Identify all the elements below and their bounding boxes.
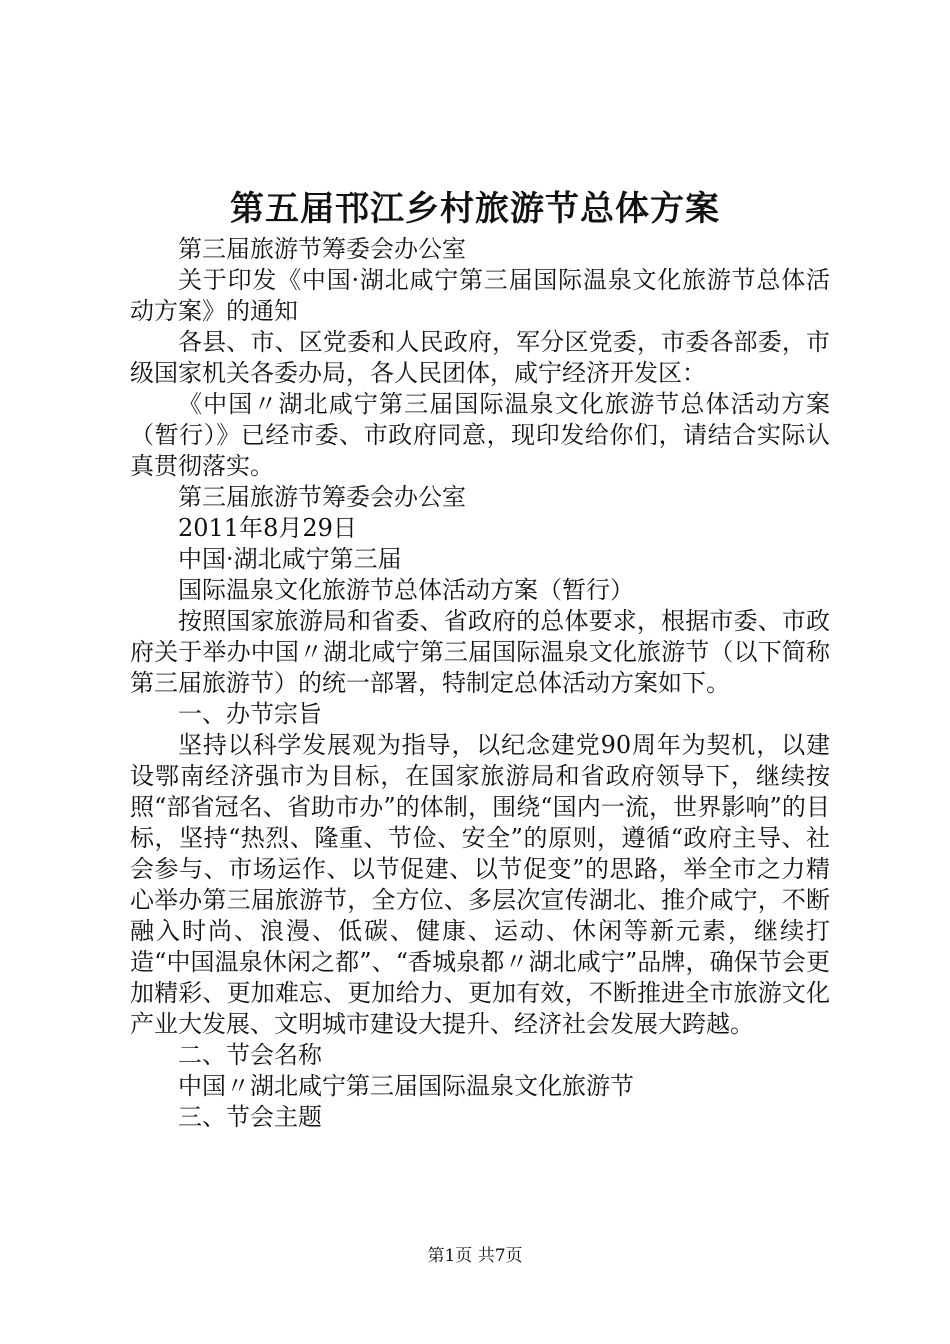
document-body [130,234,830,1133]
paragraph-10: 一、办节宗旨 [178,700,322,728]
paragraph-13: 中国〃湖北咸宁第三届国际温泉文化旅游节 [178,1072,634,1100]
paragraph-11: 坚持以科学发展观为指导，以纪念建党90周年为契机，以建设鄂南经济强市为目标，在国家旅游局和省政府领导下，继续按照“部省冠名、省助市办”的体制，围绕“国内一流，世界影响”的目标，坚持“热烈、隆重、节俭、安全”的原则，遵循“政府主导、社会参与、市场运作、以节促建、以节促变”的思路，举全市之力精心举办第三届旅游节，全方位、多层次宣传湖北、推介咸宁，不断融入时尚、浪漫、低碳、健康、运动、休闲等新元素，继续打造“中国温泉休闲之都”、“香城泉都〃湖北咸宁”品牌，确保节会更加精彩、更加难忘、更加给力、更加有效，不断推进全市旅游文化产业大发展、文明城市建设大提升、经济社会发展大跨越。 [130,731,830,1038]
paragraph-3: 各县、市、区党委和人民政府，军分区党委，市委各部委，市级国家机关各委办局，各人民团体，咸宁经济开发区： [130,328,830,387]
paragraph-1: 第三届旅游节筹委会办公室 [178,235,466,263]
page-footer: 第1页 共7页 [427,1246,523,1266]
paragraph-2: 关于印发《中国·湖北咸宁第三届国际温泉文化旅游节总体活动方案》的通知 [130,266,830,325]
paragraph-4: 《中国〃湖北咸宁第三届国际温泉文化旅游节总体活动方案（暂行）》已经市委、市政府同意，现印发给你们，请结合实际认真贯彻落实。 [130,390,830,480]
paragraph-6: 2011年8月29日 [178,514,357,542]
document-title: 第五届邗江乡村旅游节总体方案 [230,189,720,229]
paragraph-14: 三、节会主题 [178,1103,322,1131]
paragraph-5: 第三届旅游节筹委会办公室 [178,483,466,511]
paragraph-9: 按照国家旅游局和省委、省政府的总体要求，根据市委、市政府关于举办中国〃湖北咸宁第三届国际温泉文化旅游节（以下简称第三届旅游节）的统一部署，特制定总体活动方案如下。 [130,607,830,697]
paragraph-8: 国际温泉文化旅游节总体活动方案（暂行） [178,576,634,604]
paragraph-7: 中国·湖北咸宁第三届 [178,545,402,573]
paragraph-12: 二、节会名称 [178,1041,322,1069]
